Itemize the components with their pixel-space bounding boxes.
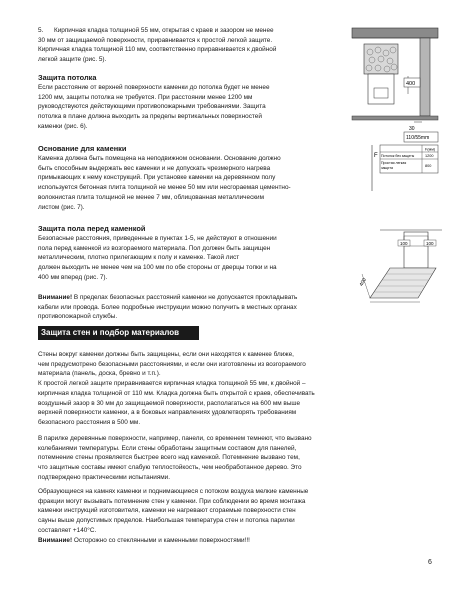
text-line: Каменка должна быть помещена на неподвижном основании. Основание должно	[38, 155, 281, 162]
figure-5-brick-protection	[352, 26, 438, 146]
text-line: Кирпичная кладка толщиной 55 мм, открытая с краев и зазором не менее	[54, 27, 274, 34]
ceiling-heading: Защита потолка	[38, 73, 97, 82]
walls-paragraph-3	[38, 487, 418, 545]
text-line: пола перед каменкой из возгораемого материала. Пол должен быть защищен	[38, 244, 271, 252]
text-line: чем предусмотрено безопасными расстояниями, и если они изготовлены из возгораемого	[38, 360, 306, 368]
text-line: легкой защите (рис. 5).	[38, 56, 107, 64]
walls-heading: Защита стен и подбор материалов	[38, 326, 199, 340]
dim-100-left: 100	[400, 241, 408, 246]
text-line: Образующиеся на камнях каменки и поднимающиеся с потоком воздуха мелкие каменные	[38, 488, 309, 495]
text-line: быть способным выдержать вес каменки и не допускать чрезмерного нагрева	[38, 164, 271, 172]
table-row-value: 800	[425, 164, 432, 168]
text-line: К простой легкой защите приравнивается кирпичная кладка толщиной 55 мм, к двойной –	[38, 380, 306, 388]
ceiling-paragraph	[38, 83, 358, 132]
warning-1	[38, 293, 368, 322]
dim-30-label: 30	[409, 126, 415, 132]
table-row-value: 1200	[425, 154, 434, 158]
item-number: 5.	[38, 27, 44, 34]
text-line: Кирпичная кладка толщиной 110 мм, соответственно приравнивается к двойной	[38, 46, 277, 54]
floor-heading: Защита пола перед каменкой	[38, 224, 146, 233]
metal-floor-plate	[370, 268, 436, 298]
walls-paragraph-1	[38, 350, 418, 428]
text-line: безопасного расстояния в 500 мм.	[38, 418, 141, 426]
text-line: Стены вокруг каменки должны быть защищены, если они находятся к каменке ближе,	[38, 351, 294, 358]
figure-7-floor-plate	[360, 228, 442, 308]
figure-6-ceiling-table	[370, 143, 440, 193]
text-line: потемнение стены проявляется быстрее всего над каменкой. Потемнение вызвано тем,	[38, 454, 300, 462]
dim-100-right: 100	[426, 241, 434, 246]
text-line: 1200 мм, защиты потолка не требуется. При расстоянии менее 1200 мм	[38, 93, 253, 101]
table-header: F(мм)	[425, 147, 436, 152]
page-number: 6	[428, 559, 432, 566]
text-line: сауны выше допустимых пределов. Наибольшая температура стен и потолка парилки	[38, 517, 295, 525]
heater-body	[404, 232, 428, 268]
text-line: Осторожно со стеклянными и каменными поверхностями!!!	[72, 536, 250, 544]
text-line: каменки инструкций изготовителя, каменки не нагревают сгораемые поверхности стен	[38, 507, 296, 515]
text-line: противопожарной службы.	[38, 313, 118, 321]
floor-paragraph	[38, 234, 358, 283]
text-line: листом (рис. 7).	[38, 203, 85, 211]
warning-label: Внимание!	[38, 294, 73, 301]
text-line: металлическим, плотно прилегающим к полу и каменке. Такой лист	[38, 254, 240, 262]
base-heading: Основание для каменки	[38, 144, 127, 153]
table-row-label: защита	[381, 166, 393, 170]
text-line: Безопасные расстояния, приведенные в пунктах 1-5, не действуют в отношении	[38, 235, 277, 242]
text-line: волокнистая плита толщиной не менее 7 мм, облицованная металлическим	[38, 193, 265, 201]
text-line: подтверждено практическими испытаниями.	[38, 473, 171, 481]
text-line: потолка в плане должна выходить за пределы вертикальных поверхностей	[38, 113, 262, 121]
text-line: В пределах безопасных расстояний каменки не допускается прокладывать	[72, 294, 298, 301]
text-line: Если расстояние от верхней поверхности каменки до потолка будет не менее	[38, 84, 270, 91]
text-line: примыкающих к нему конструкций. При установке каменки на деревянном полу	[38, 174, 276, 182]
text-line: кирпичная кладка толщиной от 110 мм. Кладка должна быть открытой с краев, обеспечивать	[38, 389, 315, 397]
text-line: 400 мм вперед (рис. 7).	[38, 273, 108, 281]
dim-400-label: 400	[358, 277, 368, 288]
text-line: каменки (рис. 6).	[38, 122, 88, 130]
wall-section	[420, 38, 430, 116]
text-line: должен выходить не менее чем на 100 мм по обе стороны от дверцы топки и на	[38, 264, 277, 272]
text-line: руководствуются действующими противопожарными требованиями. Защита	[38, 103, 266, 111]
label-f: F	[374, 153, 378, 159]
text-line: составляет +140°C.	[38, 526, 97, 534]
text-line: верхней поверхности каменки, а в боковых направлениях удовлетворять требованиям	[38, 409, 297, 417]
warning-label: Внимание!	[38, 536, 73, 544]
text-line: используется бетонная плита толщиной не менее 50 мм или несгораемая цементно-	[38, 184, 291, 192]
dim-110-label: 110/55mm	[406, 135, 430, 141]
base-paragraph	[38, 154, 368, 212]
text-line: В парилке деревянные поверхности, например, панели, со временем темнеют, что вызвано	[38, 435, 312, 442]
text-line: 30 мм от защищаемой поверхности, приравнивается к простой легкой защите.	[38, 36, 273, 44]
text-line: что защитные составы имеют слабую теплостойкость, чем необработанное дерево. Это	[38, 464, 302, 472]
text-line: колебаниями температуры. Если стены обработаны защитным составом для панелей,	[38, 444, 297, 452]
ceiling-beam	[352, 28, 438, 38]
text-line: воздушный зазор в 30 мм до защищаемой поверхности, располагаться на 600 мм выше	[38, 399, 301, 407]
text-line: материала (панель, доска, бревно и т.п.).	[38, 370, 161, 378]
text-line: кабели или провода. Более подробные инструкции можно получить в местных органах	[38, 303, 297, 311]
text-line: фракции могут вызывать потемнение стен у каменки. При соблюдении во время монтажа	[38, 497, 306, 505]
table-row-label: Потолок без защиты	[381, 154, 415, 158]
section-5	[38, 26, 348, 65]
dim-400-label: 400	[406, 81, 416, 87]
table-row-label: Простая легкая	[381, 161, 407, 165]
walls-paragraph-2	[38, 434, 418, 483]
